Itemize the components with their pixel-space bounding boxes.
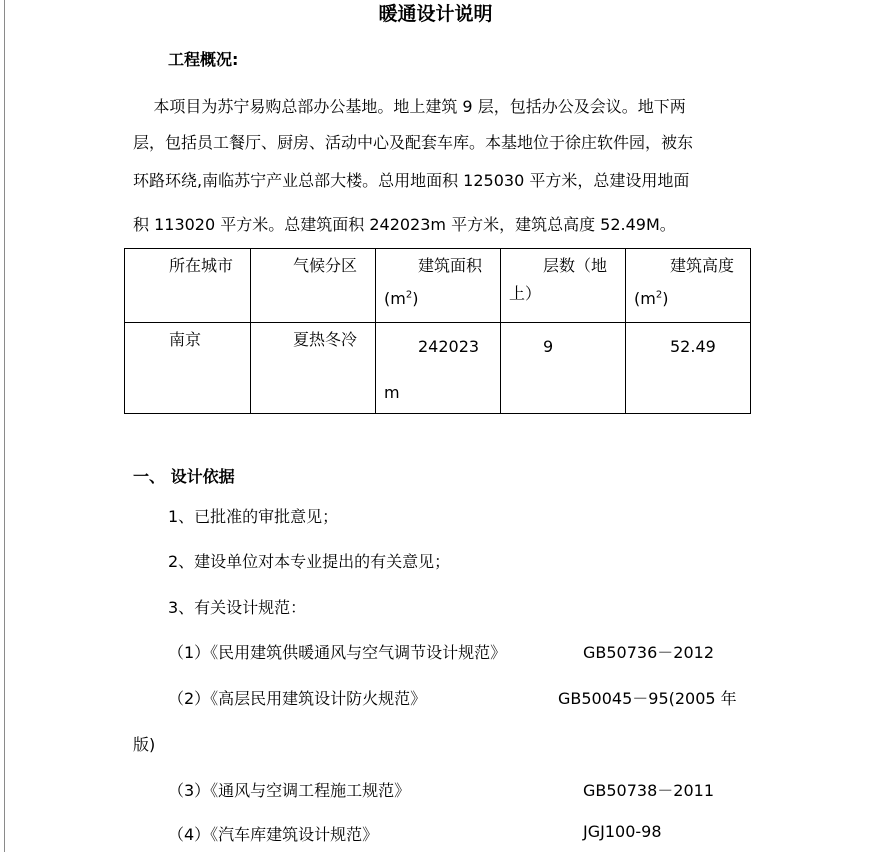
table-header-row [125,249,751,323]
data-climate: 夏热冬冷 [293,330,358,349]
overview-line-4: 积 113020 平方米。总建筑面积 242023m 平方米，建筑总高度 52.49M。 [133,215,676,234]
table-data-row [125,323,751,414]
standard-3-code: GB50738－2011 [583,781,714,800]
standard-2-code: GB50045－95(2005 年 [558,689,737,708]
data-city-cell [125,323,251,414]
header-height-unit: (m [634,289,656,308]
data-climate-cell [251,323,376,414]
standard-2-code-continued: 版) [133,735,156,754]
standard-2-name: （2）《高层民用建筑设计防火规范》 [168,689,427,708]
overview-heading: 工程概况: [168,50,239,69]
data-city: 南京 [169,330,202,349]
header-area-close: ) [412,289,419,308]
basis-item-2: 2、建设单位对本专业提出的有关意见； [168,552,451,571]
header-height-line2 [634,289,668,308]
header-area-cell [376,249,501,323]
page-margin-line [4,0,5,852]
standard-1-code: GB50736－2012 [583,643,714,662]
data-height-cell [626,323,751,414]
header-climate: 气候分区 [293,256,358,275]
project-info-table [124,248,751,414]
data-area-line1: 242023 [418,337,480,356]
header-city: 所在城市 [169,256,234,275]
basis-heading: 一、 设计依据 [133,467,235,486]
standard-3-name: （3）《通风与空调工程施工规范》 [168,781,411,800]
header-height-cell [626,249,751,323]
data-area-cell [376,323,501,414]
data-floors: 9 [543,337,554,356]
header-floors-line1: 层数（地 [543,256,608,275]
standard-4-code: JGJ100-98 [583,822,662,841]
header-floors-line2: 上） [509,284,542,303]
header-area-line2 [384,289,418,308]
overview-line-2: 层，包括员工餐厅、厨房、活动中心及配套车库。本基地位于徐庄软件园，被东 [133,133,694,152]
overview-line-1: 本项目为苏宁易购总部办公基地。地上建筑 9 层，包括办公及会议。地下两 [133,97,686,116]
header-floors-cell [501,249,626,323]
header-height-line1: 建筑高度 [670,256,735,275]
basis-item-3: 3、有关设计规范： [168,598,307,617]
document-title: 暖通设计说明 [378,3,493,25]
header-area-line1: 建筑面积 [418,256,483,275]
header-city-cell [125,249,251,323]
data-area-line2: m [384,383,400,402]
header-area-unit: (m [384,289,406,308]
basis-item-1: 1、已批准的审批意见； [168,507,339,526]
header-height-close: ) [662,289,669,308]
data-height: 52.49 [670,337,716,356]
header-height-sup: 2 [655,289,663,301]
standard-4-name: （4）《汽车库建筑设计规范》 [168,825,379,844]
standard-1-name: （1）《民用建筑供暖通风与空气调节设计规范》 [168,643,507,662]
overview-line-3: 环路环绕,南临苏宁产业总部大楼。总用地面积 125030 平方米，总建设用地面 [133,171,690,190]
data-floors-cell [501,323,626,414]
header-area-sup: 2 [405,289,413,301]
header-climate-cell [251,249,376,323]
